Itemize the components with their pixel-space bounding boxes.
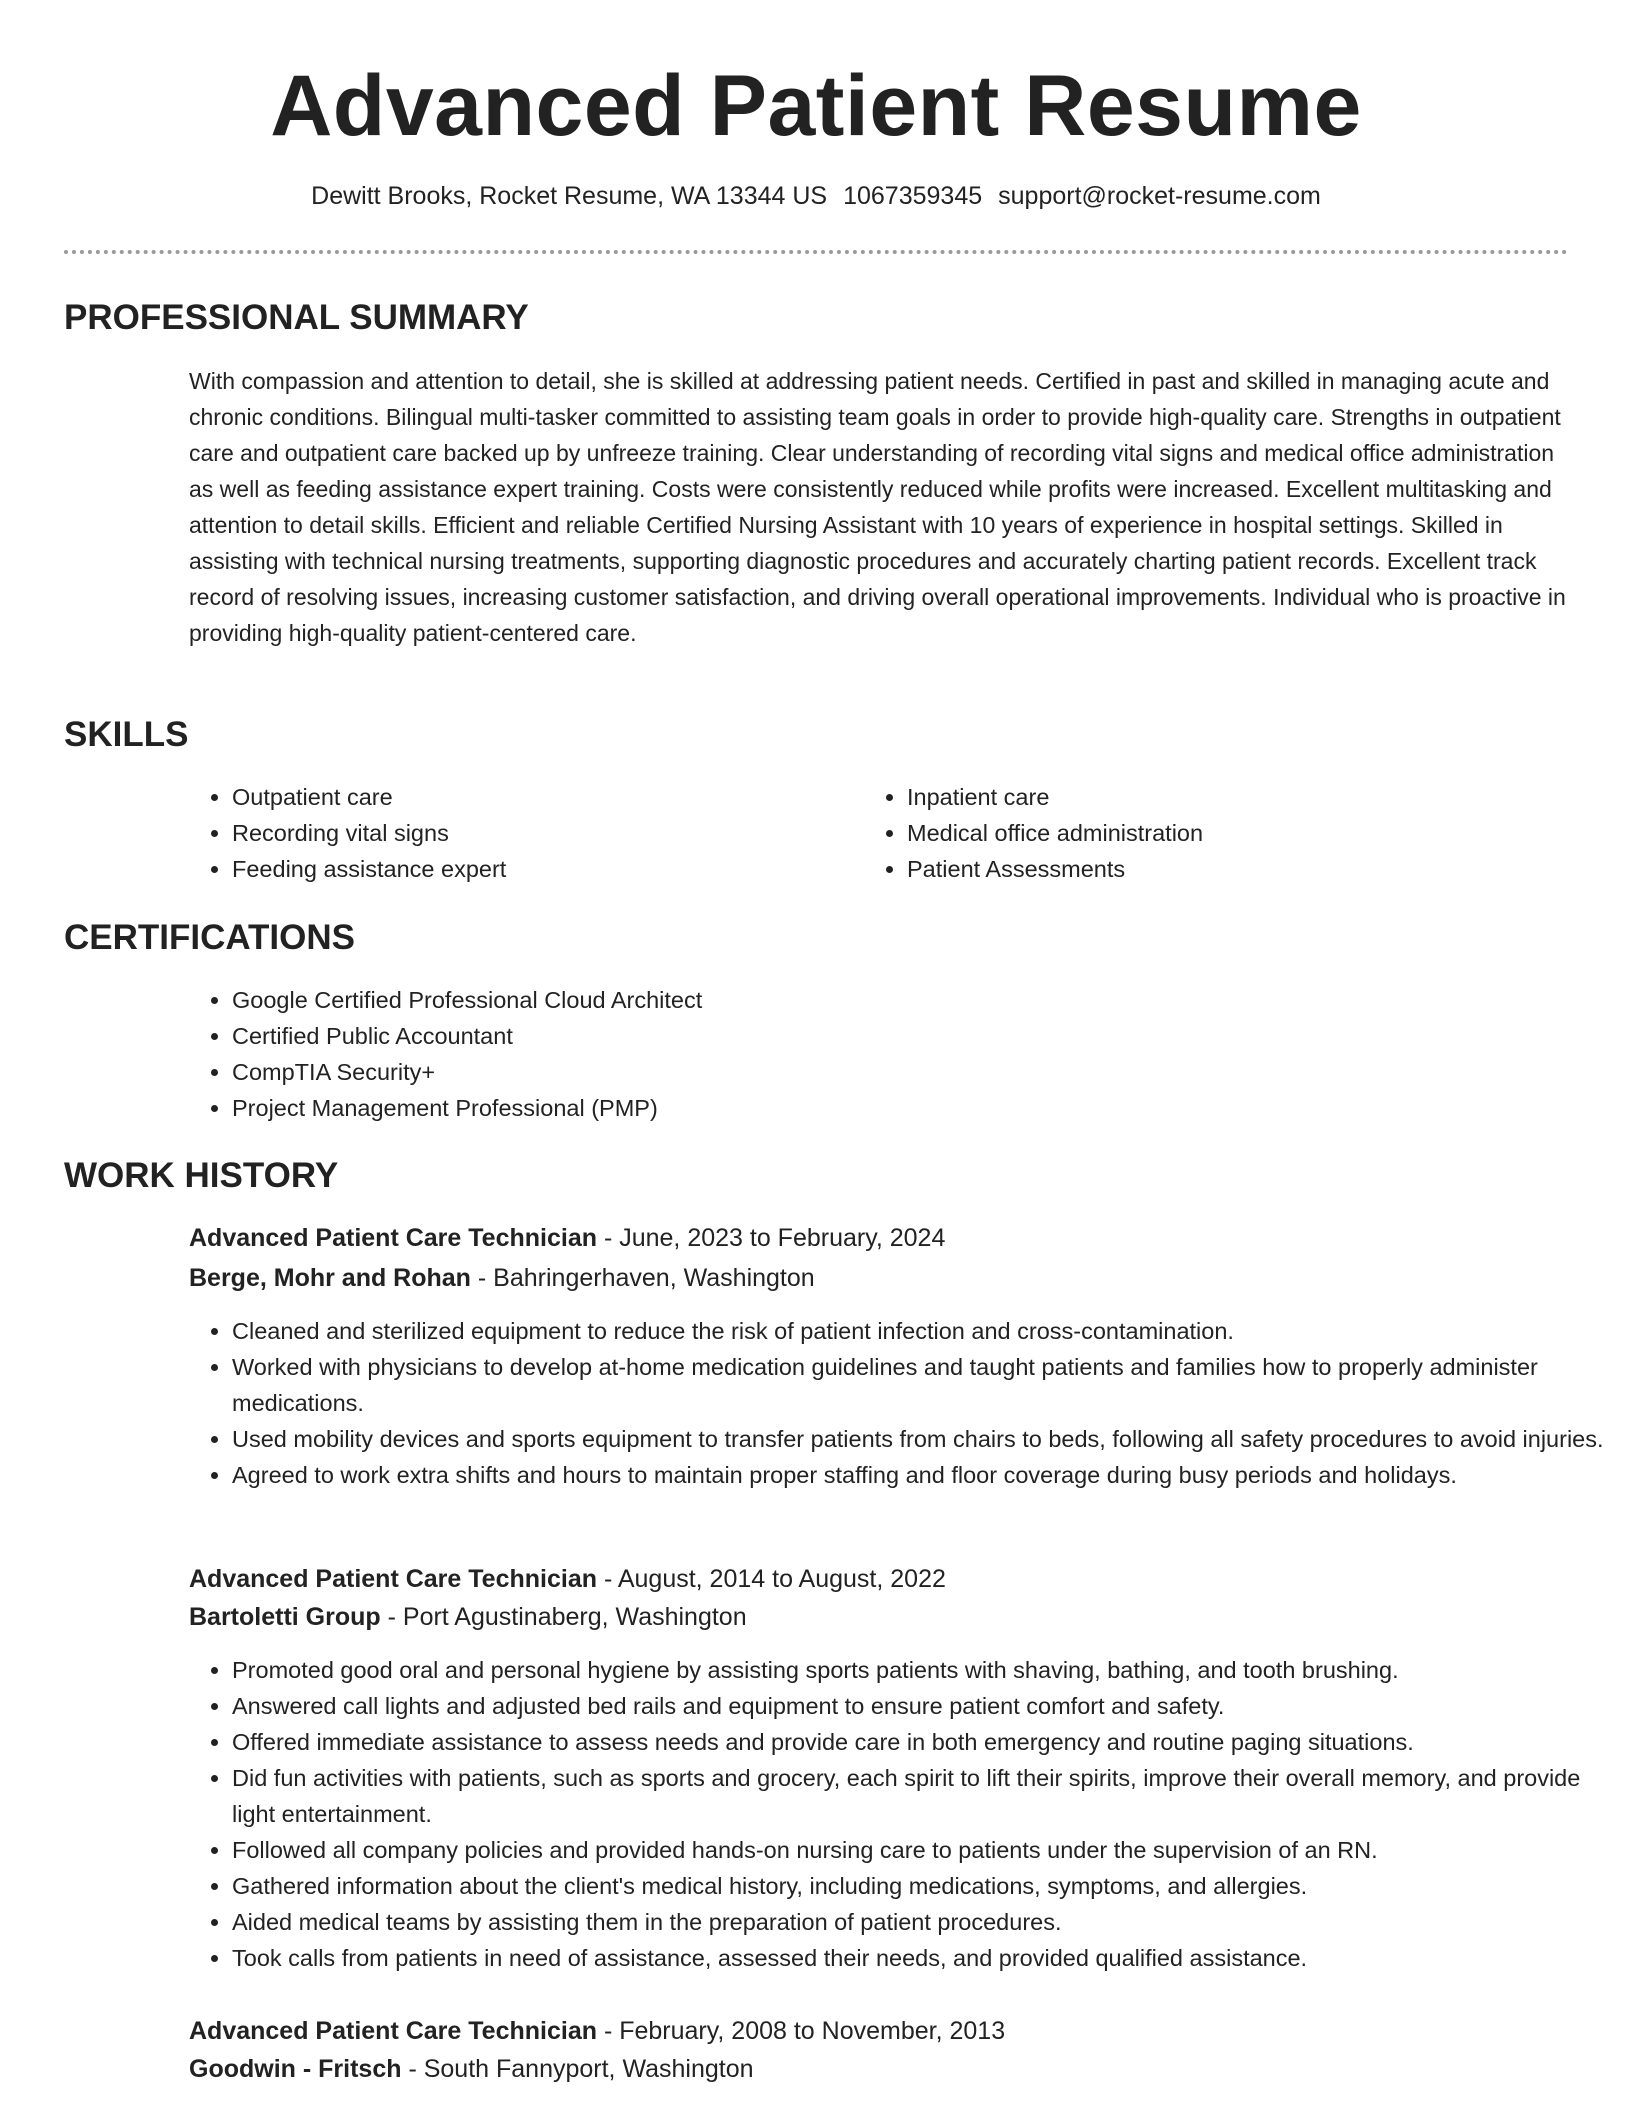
contact-email[interactable]: support@rocket-resume.com	[998, 182, 1321, 210]
job-company: Goodwin - Fritsch	[189, 2055, 402, 2083]
job-company: Bartoletti Group	[189, 1603, 381, 1631]
job-duties-list	[189, 1313, 1612, 1493]
certifications-heading: CERTIFICATIONS	[64, 918, 356, 957]
summary-heading: PROFESSIONAL SUMMARY	[64, 298, 529, 337]
job-dates: - August, 2014 to August, 2022	[597, 1565, 946, 1593]
certifications-list	[189, 982, 1232, 1126]
skill-item: • Medical office administration	[907, 815, 1507, 851]
job-dates: - February, 2008 to November, 2013	[597, 2017, 1006, 2045]
certification-item: • Project Management Professional (PMP)	[232, 1090, 1232, 1126]
certification-item: • CompTIA Security+	[232, 1054, 1232, 1090]
skill-item: • Outpatient care	[232, 779, 832, 815]
certification-item: • Certified Public Accountant	[232, 1018, 1232, 1054]
job-duty-item: • Used mobility devices and sports equipment to transfer patients from chairs to beds, following all safety procedures to avoid injuries.	[232, 1421, 1612, 1457]
job-dates: - June, 2023 to February, 2024	[597, 1224, 946, 1252]
job-duty-item: • Did fun activities with patients, such as sports and grocery, each spirit to lift their spirits, improve their overall memory, and provide light entertainment.	[232, 1760, 1612, 1832]
skill-item: • Recording vital signs	[232, 815, 832, 851]
job-title-line	[189, 1219, 1569, 1257]
skills-list-left	[189, 779, 832, 887]
contact-line	[64, 181, 1568, 211]
job-duty-item: • Promoted good oral and personal hygiene by assisting sports patients with shaving, bathing, and tooth brushing.	[232, 1652, 1612, 1688]
job-company-line	[189, 1598, 1569, 1636]
job-title-line	[189, 2012, 1569, 2050]
job-company: Berge, Mohr and Rohan	[189, 1264, 471, 1292]
job-title: Advanced Patient Care Technician	[189, 1224, 597, 1252]
job-company-line	[189, 1259, 1569, 1297]
job-company-line	[189, 2050, 1569, 2088]
skill-item: • Inpatient care	[907, 779, 1507, 815]
job-duty-item: • Worked with physicians to develop at-home medication guidelines and taught patients and families how to properly administer medications.	[232, 1349, 1612, 1421]
job-title-line	[189, 1560, 1569, 1598]
job-duty-item: • Cleaned and sterilized equipment to reduce the risk of patient infection and cross-contamination.	[232, 1313, 1612, 1349]
job-location: - Bahringerhaven, Washington	[470, 1264, 815, 1292]
header-divider	[64, 250, 1568, 254]
job-title: Advanced Patient Care Technician	[189, 2017, 597, 2045]
resume-page	[64, 0, 1604, 2083]
job-title: Advanced Patient Care Technician	[189, 1565, 597, 1593]
job-location: - South Fannyport, Washington	[401, 2055, 754, 2083]
job-duty-item: • Offered immediate assistance to assess needs and provide care in both emergency and routine paging situations.	[232, 1724, 1612, 1760]
job-duty-item: • Answered call lights and adjusted bed rails and equipment to ensure patient comfort and safety.	[232, 1688, 1612, 1724]
job-duty-item: • Followed all company policies and provided hands-on nursing care to patients under the supervision of an RN.	[232, 1832, 1612, 1868]
resume-title: Advanced Patient Resume	[270, 58, 1362, 154]
job-duties-list	[189, 1652, 1612, 1976]
contact-address: Dewitt Brooks, Rocket Resume, WA 13344 US	[311, 182, 828, 210]
summary-text: With compassion and attention to detail, she is skilled at addressing patient needs. Certified in past and skilled in managing acute and chronic conditions. Bilingual multi-tasker committed to assisting team goals in order to provide high-quality care. Strengths in outpatient care and outpatient care backed up by unfreeze training. Clear understanding of recording vital signs and medical office administration as well as feeding assistance expert training. Costs were consistently reduced while profits were increased. Excellent multitasking and attention to detail skills. Efficient and reliable Certified Nursing Assistant with 10 years of experience in hospital settings. Skilled in assisting with technical nursing treatments, supporting diagnostic procedures and accurately charting patient records. Excellent track record of resolving issues, increasing customer satisfaction, and driving overall operational improvements. Individual who is proactive in providing high-quality patient-centered care.	[189, 368, 1566, 646]
skill-item: • Patient Assessments	[907, 851, 1507, 887]
job-duty-item: • Aided medical teams by assisting them in the preparation of patient procedures.	[232, 1904, 1612, 1940]
skills-list-right	[864, 779, 1507, 887]
certification-item: • Google Certified Professional Cloud Architect	[232, 982, 1232, 1018]
skills-heading: SKILLS	[64, 715, 189, 754]
job-duty-item: • Took calls from patients in need of assistance, assessed their needs, and provided qualified assistance.	[232, 1940, 1612, 1976]
job-duty-item: • Gathered information about the client's medical history, including medications, symptoms, and allergies.	[232, 1868, 1612, 1904]
skill-item: • Feeding assistance expert	[232, 851, 832, 887]
job-location: - Port Agustinaberg, Washington	[380, 1603, 747, 1631]
job-duty-item: • Agreed to work extra shifts and hours to maintain proper staffing and floor coverage during busy periods and holidays.	[232, 1457, 1612, 1493]
work-history-heading: WORK HISTORY	[64, 1156, 339, 1195]
contact-phone: 1067359345	[843, 182, 983, 210]
